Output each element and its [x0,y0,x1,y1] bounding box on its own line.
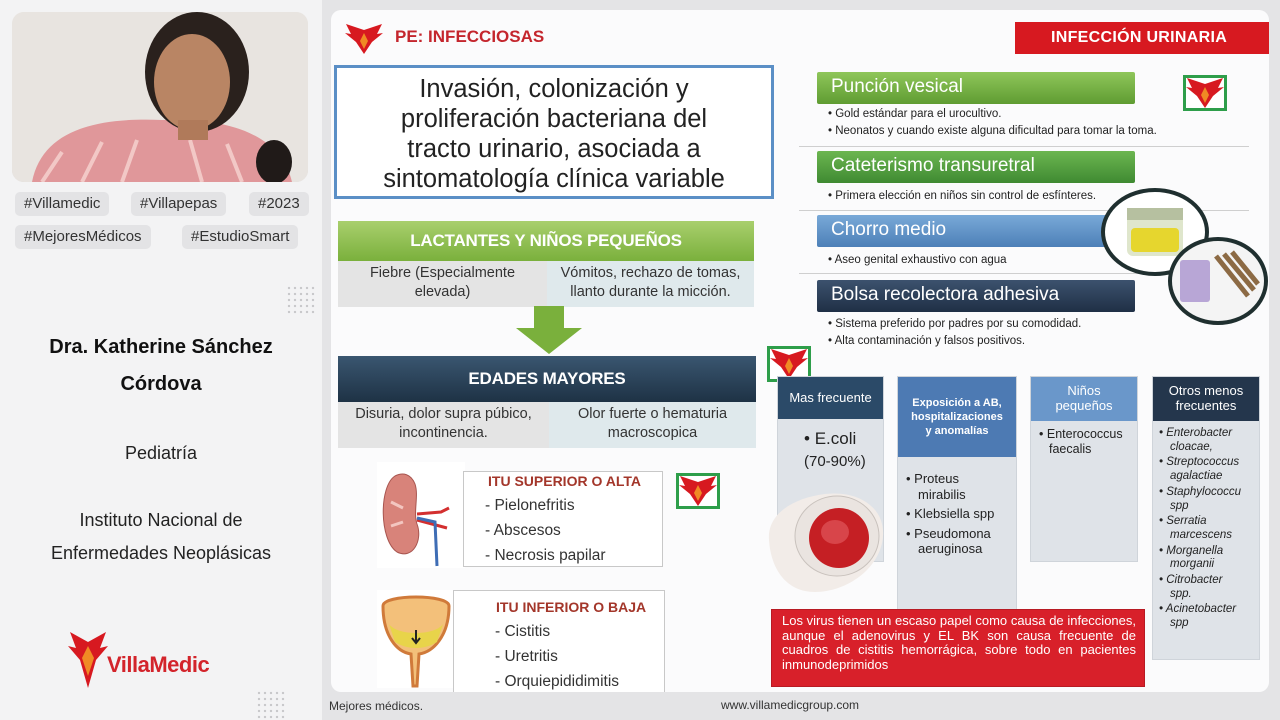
decor-dots [286,285,316,315]
emblem-frame [676,473,720,509]
bacteria-name: Enterobacter [1166,427,1233,439]
bacteria-name: agalactiae [1170,470,1223,483]
header-line: Otros menos [1168,383,1244,398]
hashtag: #MejoresMédicos [15,225,151,249]
bacteria-name: morganii [1170,558,1215,571]
bullet-text: Sistema preferido por padres por su comodidad. [835,318,1082,330]
bacteria-name: Serratia [1166,515,1207,528]
method-bullet: • Neonatos y cuando existe alguna dificultad para tomar la toma. [828,125,1157,137]
bacteria-list [1039,427,1123,457]
presenter-silhouette [12,12,308,182]
bacteria-name: aeruginosa [918,541,983,556]
bacteria-item: • Citrobacter [1159,574,1223,587]
itu-superior-item: - Abscesos [485,522,561,539]
method-puncion: Punción vesical [817,72,1135,104]
bacteria-name: marcescens [1170,528,1232,541]
header-line: Niños [1067,383,1101,398]
presenter-institution: Enfermedades Neoplásicas [50,543,272,563]
bacteria-list [1159,427,1241,631]
itu-inferior-item: - Uretritis [495,648,558,665]
bacteria-percent: (70-90%) [804,453,866,470]
cell-line: Olor fuerte o hematuria [577,406,728,422]
mayores-header: EDADES MAYORES [338,356,756,402]
bacteria-item: • Serratia [1159,515,1207,528]
column-header [898,377,1016,457]
cell-line: elevada) [414,284,471,300]
bacteria-name: faecalis [1049,442,1092,456]
footer-tagline: Mejores médicos. [329,699,424,713]
column-header: Mas frecuente [778,377,883,419]
presenter-name: Dra. Katherine Sánchez [49,336,273,358]
method-chorro: Chorro medio [817,215,1135,247]
bacteria-name: Klebsiella spp [914,506,995,521]
method-cateterismo: Cateterismo transuretral [817,151,1135,183]
itu-inferior-title: ITU INFERIOR O BAJA [496,599,647,615]
bullet-text: Alta contaminación y falsos positivos. [834,335,1026,347]
bacteria-item: • Klebsiella spp [906,506,995,521]
column-header [1031,377,1137,421]
presenter-name: Córdova [120,373,202,395]
bacteria-name: Acinetobacter [1165,603,1237,616]
definition-line: sintomatología clínica variable [383,165,725,193]
bacteria-item: • Enterococcus [1039,427,1123,441]
lactantes-symptom-left [338,261,547,307]
bacteria-name: cloacae, [1170,440,1213,453]
bacteria-name: Pseudomona [914,525,991,541]
definition-line: Invasión, colonización y [419,75,689,103]
cell-line: incontinencia. [399,425,488,441]
lactantes-header: LACTANTES Y NIÑOS PEQUEÑOS [338,221,754,261]
header-line: Exposición a AB, [912,397,1002,409]
method-bullet: • Primera elección en niños sin control de esfínteres. [828,190,1097,202]
cell-line: llanto durante la micción. [570,284,731,300]
presenter-specialty: Pediatría [124,443,198,463]
definition-line: tracto urinario, asociada a [407,135,701,163]
hashtag: #EstudioSmart [182,225,298,249]
method-bullet: • Aseo genital exhaustivo con agua [828,254,1007,266]
phoenix-emblem-icon [770,349,808,379]
bullet-text: Gold estándar para el urocultivo. [835,108,1002,120]
cell-line: macroscopica [607,425,698,441]
down-arrow-icon [514,306,584,356]
hashtag: #2023 [249,192,309,216]
phoenix-emblem-icon [679,476,717,506]
bladder-diagram [377,590,455,688]
method-bullet: • Alta contaminación y falsos positivos. [828,335,1026,347]
bullet-text: Aseo genital exhaustivo con agua [834,254,1007,266]
slide-title: PE: INFECCIOSAS [395,27,545,46]
cell-line: Vómitos, rechazo de tomas, [560,265,741,281]
bacteria-item: • Morganella [1159,544,1224,557]
bacteria-name: Citrobacter [1166,574,1223,587]
decor-dots [256,690,286,720]
footer-url: www.villamedicgroup.com [721,698,860,712]
divider [799,146,1249,147]
definition-line: proliferación bacteriana del [400,105,708,133]
itu-inferior-item: - Cistitis [495,623,551,640]
method-bullet: • Gold estándar para el urocultivo. [828,108,1002,120]
bacteria-name: Staphylococcu [1166,485,1242,498]
itu-superior-item: - Necrosis papilar [485,547,606,564]
hashtag: #Villapepas [131,192,226,216]
bacteria-name: E.coli [814,429,857,448]
header-line: pequeños [1055,398,1113,413]
phoenix-logo-icon [68,632,108,690]
method-bolsa: Bolsa recolectora adhesiva [817,280,1135,312]
bacteria-item: • Acinetobacter [1159,603,1237,616]
phoenix-emblem-icon [1186,78,1224,108]
bullet-text: Primera elección en niños sin control de esfínteres. [835,190,1097,202]
presenter-panel [0,0,322,720]
itu-inferior-item: - Orquiepididimitis [495,673,620,690]
bacteria-name: Morganella [1166,544,1224,557]
bacteria-column-young [1030,376,1138,562]
bacteria-name: Proteus [914,471,959,486]
phoenix-emblem-icon [345,24,383,54]
presenter-institution: Instituto Nacional de [79,510,243,530]
bacteria-name: spp. [1170,587,1192,600]
header-line: y anomalías [925,425,989,437]
header-line: frecuentes [1175,398,1237,413]
header-line: hospitalizaciones [911,411,1003,423]
virus-note: Los virus tienen un escaso papel como causa de infecciones, aunque el adenovirus y EL BK son causa frecuente de cuadros de cistitis hemorrágica, sobre todo en pacientes inmunodeprimidos [771,609,1145,687]
lactantes-symptom-right [547,261,754,307]
itu-superior-item: - Pielonefritis [485,497,575,514]
bacteria-item: • E.coli [804,429,857,448]
bullet-text: Neonatos y cuando existe alguna dificultad para tomar la toma. [835,125,1157,137]
bacteria-item: • Enterobacter [1159,427,1233,439]
bacteria-name: mirabilis [918,486,966,502]
test-strip-photo [1166,236,1269,326]
itu-superior-title: ITU SUPERIOR O ALTA [488,473,641,489]
bacteria-name: Streptococcus [1166,456,1240,469]
mayores-symptom-left [338,402,549,448]
topic-banner: INFECCIÓN URINARIA [1015,22,1269,54]
bacteria-item: • Staphylococcu [1159,485,1242,498]
bacteria-item: • Proteus [906,471,959,486]
slide [331,10,1269,692]
kidney-diagram [377,462,465,568]
cell-line: Disuria, dolor supra púbico, [355,406,532,422]
bacteria-column-others [1152,376,1260,660]
presenter-video [12,12,308,182]
method-bullet: • Sistema preferido por padres por su comodidad. [828,318,1082,330]
bacteria-name: spp [1170,499,1189,512]
bacteria-name: Enterococcus [1046,427,1123,441]
cell-line: Fiebre (Especialmente [369,265,516,281]
definition-box [334,65,774,199]
mayores-symptom-right [549,402,756,448]
hashtag: #Villamedic [15,192,109,216]
villamedic-logo-text: VillaMedic [107,652,210,677]
emblem-frame [1183,75,1227,111]
bacteria-name: spp [1170,617,1189,630]
petri-dish-photo [763,480,889,598]
bacteria-list [906,471,994,557]
bacteria-item: • Streptococcus [1159,456,1240,469]
column-header [1153,377,1259,421]
bacteria-item: • Pseudomona [906,525,991,541]
